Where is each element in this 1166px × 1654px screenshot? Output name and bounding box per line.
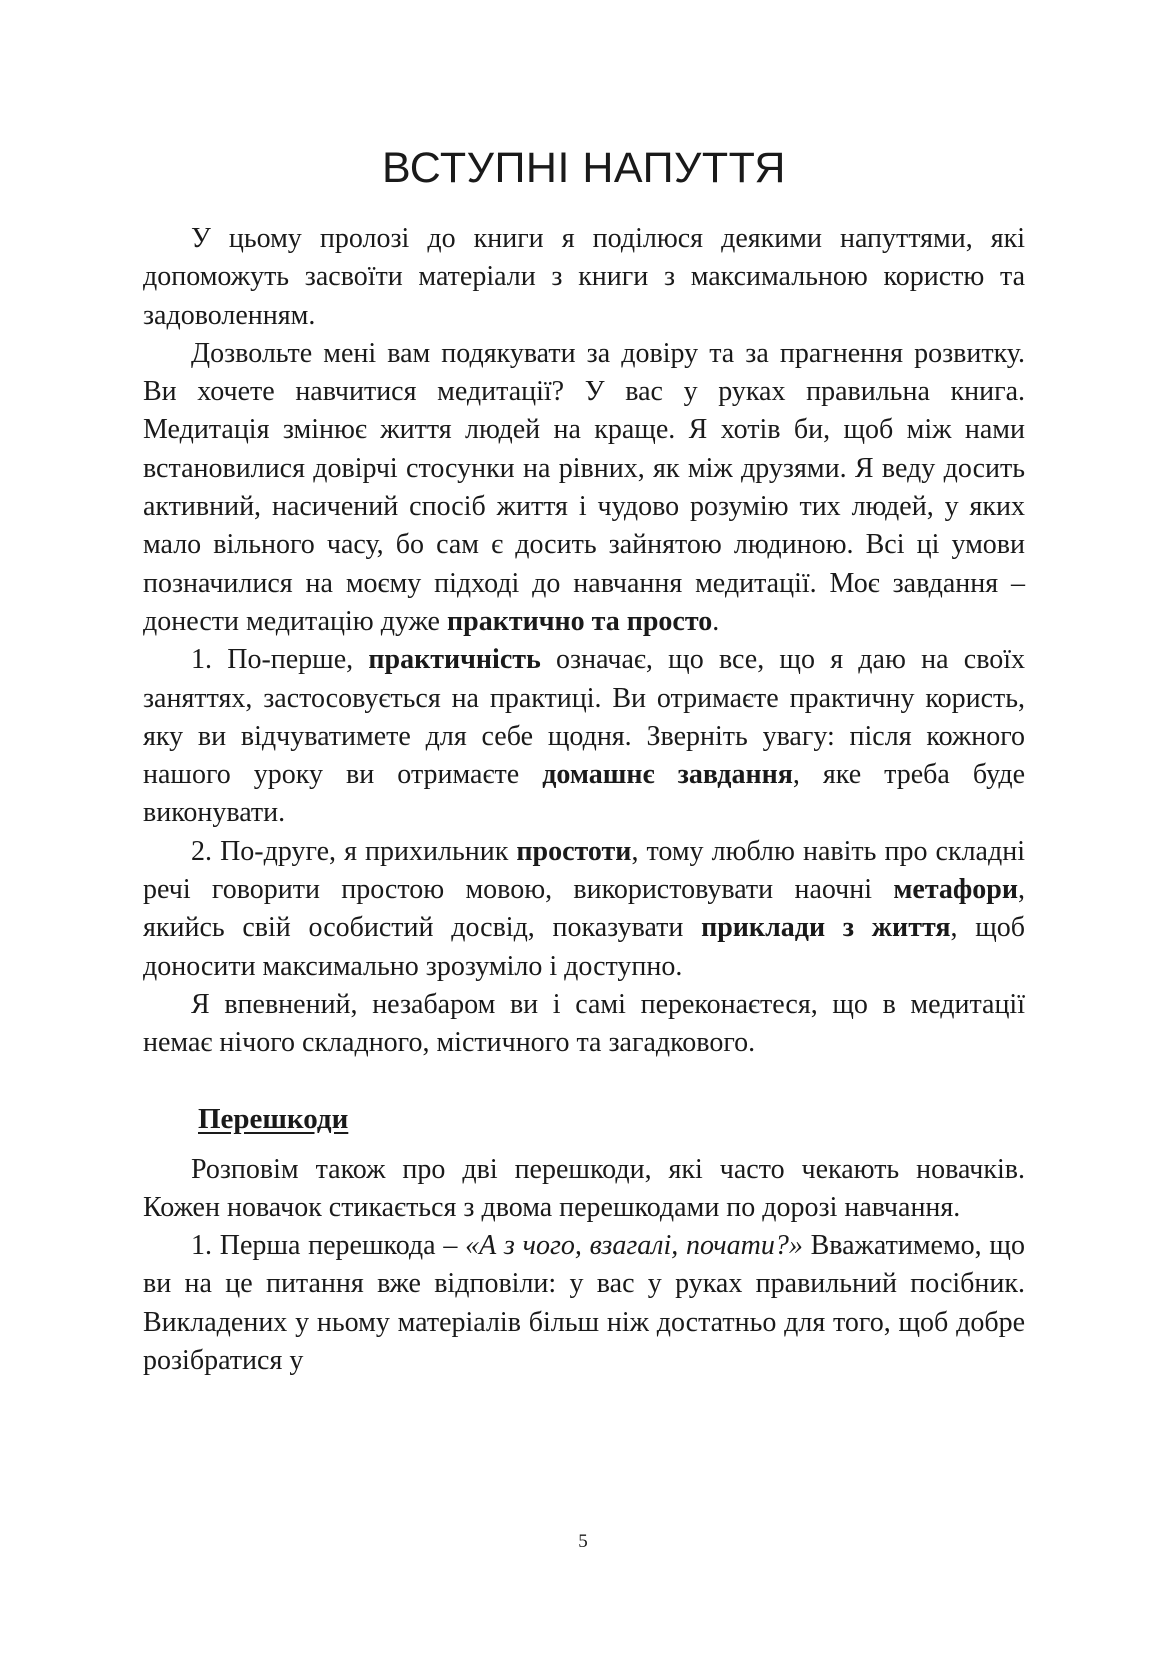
- paragraph-gratitude-text: Дозвольте мені вам подякувати за довіру та за прагнення розвитку. Ви хочете навчитися медитації? У вас у руках правильна книга. Медитація змінює життя людей на краще. Я хотів би, щоб між нами встановилися довірчі стосунки на рівних, як між друзями. Я веду досить активний, насичений спосіб життя і чудово розумію тих людей, у яких мало вільного часу, бо сам є досить зайнятою людиною. Всі ці умови позначилися на моєму підході до навчання медитації. Моє завдання – донести медитацію дуже: [143, 337, 1025, 637]
- paragraph-first-obstacle: [143, 1227, 1025, 1380]
- emphasis-life-examples: приклади з життя: [701, 912, 951, 944]
- paragraph-intro: [143, 220, 1025, 335]
- paragraph-gratitude: [143, 335, 1025, 641]
- paragraph-point-1: [143, 641, 1025, 832]
- point-2-text-2: , якийсь свій особистий досвід, показувати: [143, 874, 1025, 944]
- point-1-lead: 1. По-перше,: [191, 644, 369, 676]
- paragraph-point-2: [143, 833, 1025, 986]
- paragraph-obstacles-text: Розповім також про дві перешкоди, які часто чекають новачків. Кожен новачок стикається з двома перешкодами по дорозі навчання.: [143, 1153, 1025, 1223]
- point-1-end: , яке треба буде виконувати.: [143, 759, 1025, 829]
- emphasis-practicality: практичність: [368, 644, 541, 676]
- point-1-text: означає, що все, що я даю на своїх заняттях, застосовується на практиці. Ви отримаєте практичну користь, яку ви відчуватимете для себе щодня. Зверніть увагу: після кожного нашого уроку ви отримаєте: [143, 644, 1026, 791]
- emphasis-metaphors: метафори: [893, 874, 1018, 906]
- point-2-end: , щоб доносити максимально зрозуміло і доступно.: [143, 912, 1026, 982]
- point-2-lead: 2. По-друге, я прихильник: [191, 835, 517, 867]
- chapter-title: ВСТУПНІ НАПУТТЯ: [382, 144, 786, 192]
- paragraph-gratitude-end: .: [712, 605, 720, 637]
- paragraph-obstacles-intro: [143, 1151, 1025, 1228]
- first-obstacle-lead: 1. Перша перешкода –: [191, 1230, 466, 1262]
- page-number: 5: [578, 1531, 588, 1552]
- emphasis-practical-simple: практично та просто: [446, 605, 713, 637]
- document-page: [143, 138, 1025, 1380]
- paragraph-confidence-text: Я впевнений, незабаром ви і самі переконаєтеся, що в медитації немає нічого складного, містичного та загадкового.: [143, 988, 1025, 1059]
- first-obstacle-quote: «А з чого, взагалі, почати?»: [465, 1230, 803, 1262]
- first-obstacle-text: Вважатимемо, що ви на це питання вже відповіли: у вас у руках правильний посібник. Викладених у ньому матеріалів більш ніж достатньо для того, щоб добре розібратися у: [143, 1230, 1025, 1377]
- emphasis-homework: домашнє завдання: [542, 759, 793, 791]
- paragraph-confidence: [143, 986, 1025, 1063]
- point-2-text: , тому люблю навіть про складні речі говорити простою мовою, використовувати наочні: [143, 835, 1025, 906]
- paragraph-intro-text: У цьому пролозі до книги я поділюся деякими напуттями, які допоможуть засвоїти матеріали з книги з максимальною користю та задоволенням.: [143, 223, 1025, 331]
- section-heading-obstacles: Перешкоди: [198, 1102, 349, 1135]
- emphasis-simplicity: простоти: [516, 835, 632, 867]
